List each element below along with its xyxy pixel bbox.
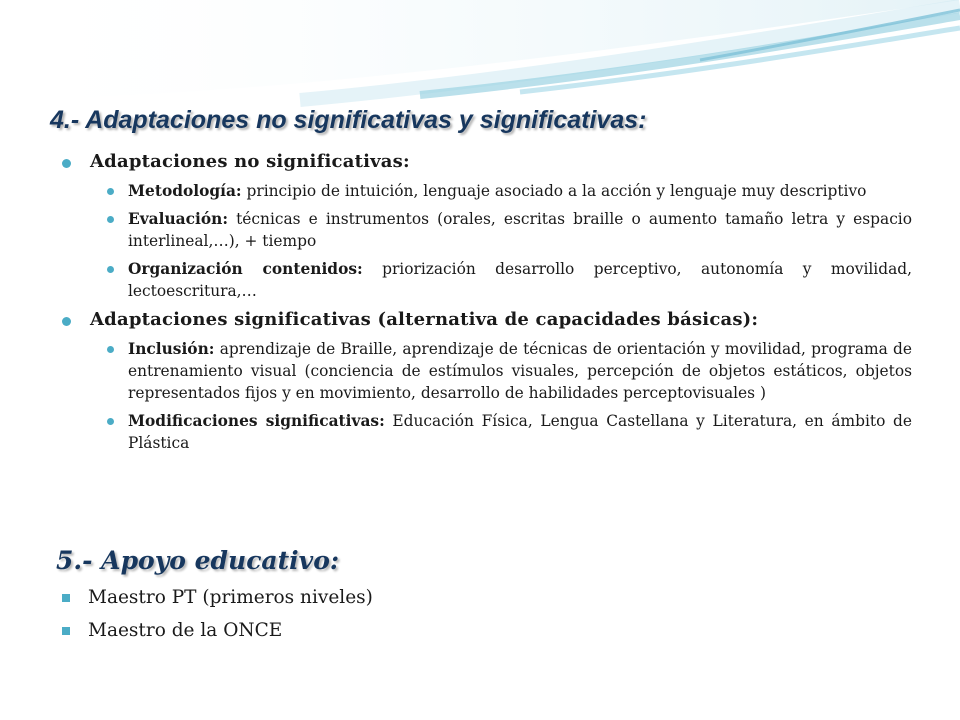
section-heading: Adaptaciones significativas (alternativa de capacidades básicas):: [90, 309, 759, 330]
list-item: [90, 338, 912, 404]
list-item-non-significant: [62, 150, 912, 302]
bullet-dot-icon: [62, 317, 71, 326]
list-item: [62, 586, 912, 610]
item-text: aprendizaje de Braille, aprendizaje de técnicas de orientación y movilidad, programa de entrenamiento visual (conciencia de estímulos visuales, percepción de objetos estáticos, objetos representados fijos y en movimiento, desarrollo de habilidades perceptovisuales ): [128, 340, 912, 402]
item-label: Evaluación:: [128, 210, 229, 228]
item-text: Educación Física, Lengua Castellana y Literatura, en ámbito de Plástica: [128, 412, 912, 452]
support-list: [62, 586, 912, 652]
section-heading: Adaptaciones no significativas:: [90, 151, 410, 172]
section-title-support: 5.- Apoyo educativo:: [56, 546, 340, 575]
item-text: principio de intuición, lenguaje asociado a la acción y lenguaje muy descriptivo: [241, 182, 867, 200]
bullet-dot-icon: [62, 159, 71, 168]
item-label: Inclusión:: [128, 340, 215, 358]
list-item: [62, 619, 912, 643]
slide-title: 4.- Adaptaciones no significativas y significativas:: [50, 106, 647, 134]
item-text: técnicas e instrumentos (orales, escritas braille o aumento tamaño letra y espacio interlineal,…), + tiempo: [128, 210, 912, 250]
square-bullet-icon: [62, 594, 70, 602]
sub-list: [90, 338, 912, 454]
list-item: [90, 410, 912, 454]
list-item: [90, 208, 912, 252]
adaptations-list: [62, 150, 912, 460]
bullet-dot-icon: [107, 188, 114, 195]
bullet-dot-icon: [107, 346, 114, 353]
bullet-dot-icon: [107, 418, 114, 425]
item-label: Modificaciones significativas:: [128, 412, 385, 430]
item-label: Metodología:: [128, 182, 242, 200]
list-item-significant: [62, 308, 912, 454]
support-item-text: Maestro PT (primeros niveles): [88, 587, 373, 608]
list-item: [90, 180, 912, 202]
square-bullet-icon: [62, 627, 70, 635]
list-item: [90, 258, 912, 302]
bullet-dot-icon: [107, 216, 114, 223]
sub-list: [90, 180, 912, 302]
bullet-dot-icon: [107, 266, 114, 273]
item-label: Organización contenidos:: [128, 260, 363, 278]
item-text: priorización desarrollo perceptivo, autonomía y movilidad, lectoescritura,…: [128, 260, 912, 300]
support-item-text: Maestro de la ONCE: [88, 620, 283, 641]
